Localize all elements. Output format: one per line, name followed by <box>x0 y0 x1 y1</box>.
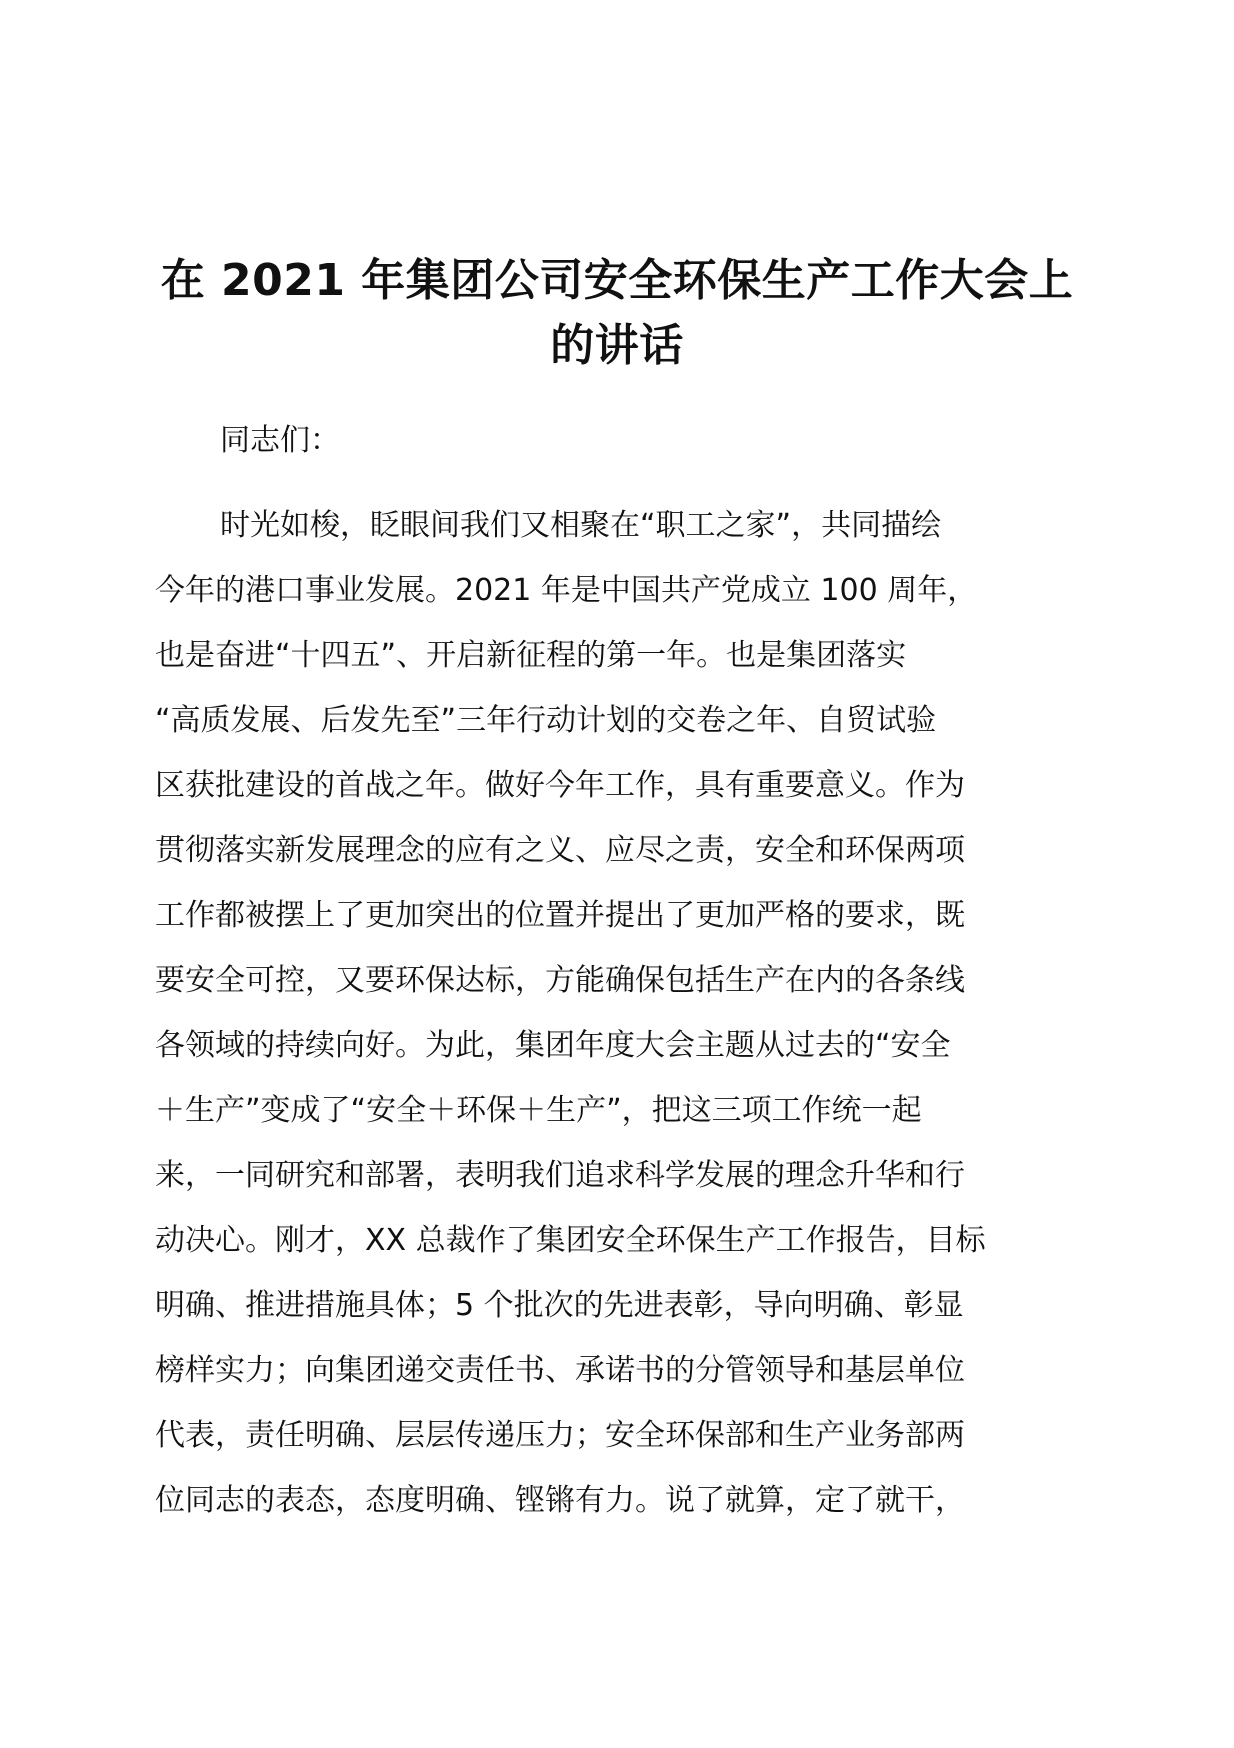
paragraph-line: 明确、推进措施具体；5 个批次的先进表彰，导向明确、彰显 <box>155 1288 964 1323</box>
paragraph-line: 区获批建设的首战之年。做好今年工作，具有重要意义。作为 <box>155 768 965 803</box>
paragraph-line: 榜样实力；向集团递交责任书、承诺书的分管领导和基层单位 <box>155 1353 965 1388</box>
title-line-2: 的讲话 <box>550 320 684 371</box>
paragraph-line: 时光如梭，眨眼间我们又相聚在“职工之家”，共同描绘 <box>220 508 942 543</box>
document-body <box>155 408 1095 1533</box>
paragraph <box>155 493 1095 1533</box>
paragraph-line: 来，一同研究和部署，表明我们追求科学发展的理念升华和行 <box>155 1158 965 1193</box>
paragraph-line: 贯彻落实新发展理念的应有之义、应尽之责，安全和环保两项 <box>155 833 965 868</box>
paragraph-line: “高质发展、后发先至”三年行动计划的交卷之年、自贸试验 <box>155 703 937 738</box>
paragraph-gap <box>155 473 1095 493</box>
paragraph-line: ＋生产”变成了“安全＋环保＋生产”，把这三项工作统一起 <box>155 1093 922 1128</box>
salutation: 同志们： <box>220 423 340 458</box>
document-title <box>140 248 1094 378</box>
paragraph-line: 代表，责任明确、层层传递压力；安全环保部和生产业务部两 <box>155 1418 965 1453</box>
title-line-1: 在 2021 年集团公司安全环保生产工作大会上 <box>160 255 1074 306</box>
paragraph-line: 要安全可控，又要环保达标，方能确保包括生产在内的各条线 <box>155 963 965 998</box>
paragraph-line: 位同志的表态，态度明确、铿锵有力。说了就算，定了就干， <box>155 1483 965 1518</box>
paragraph-line: 今年的港口事业发展。2021 年是中国共产党成立 100 周年， <box>155 573 978 608</box>
paragraph-line: 各领域的持续向好。为此，集团年度大会主题从过去的“安全 <box>155 1028 951 1063</box>
paragraph-line: 动决心。刚才，XX 总裁作了集团安全环保生产工作报告，目标 <box>155 1223 986 1258</box>
paragraph-line: 也是奋进“十四五”、开启新征程的第一年。也是集团落实 <box>155 638 907 673</box>
paragraph-line: 工作都被摆上了更加突出的位置并提出了更加严格的要求，既 <box>155 898 965 933</box>
